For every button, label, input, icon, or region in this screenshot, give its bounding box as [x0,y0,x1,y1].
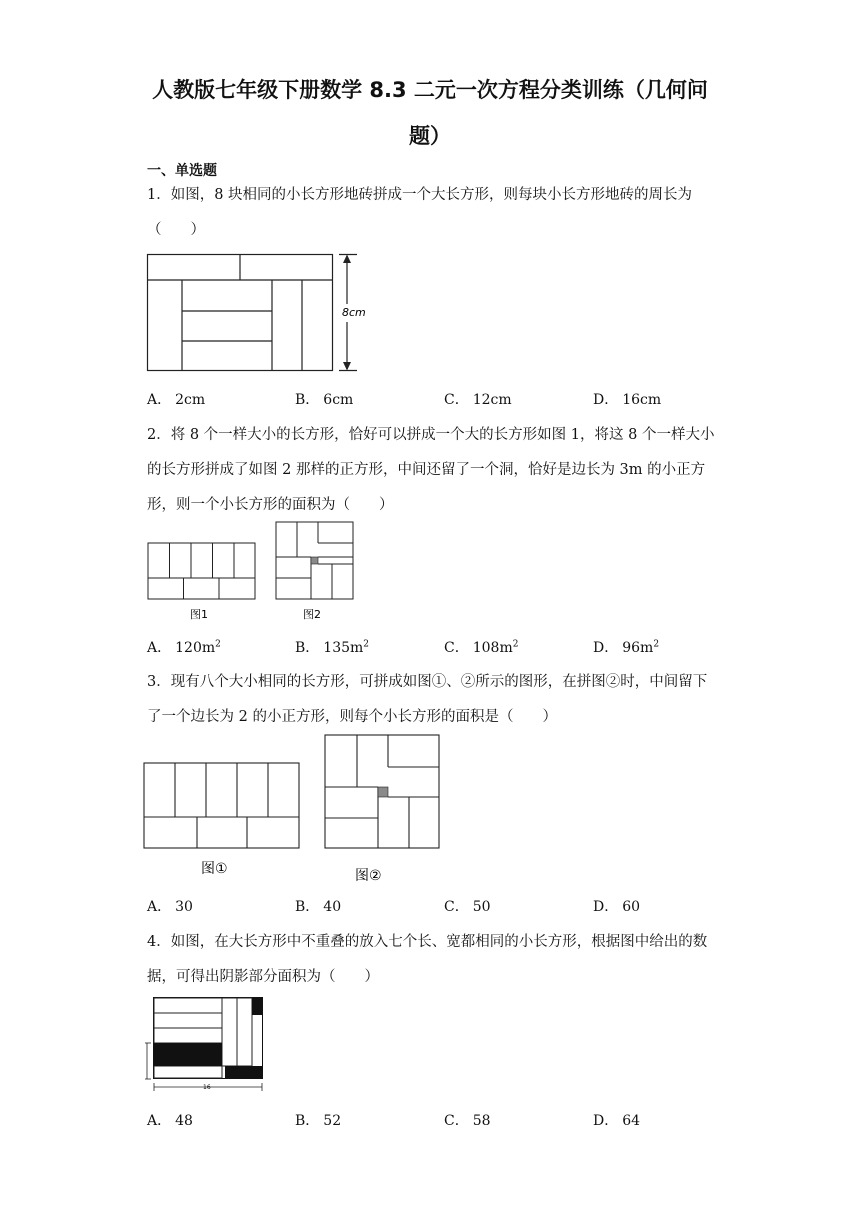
question-1-figure [147,252,377,374]
option-d[interactable]: D． 64 [593,1113,641,1129]
question-4-figure [145,995,265,1095]
question-3-options [147,896,747,918]
option-a[interactable]: A． $120m^2$ [147,639,221,656]
question-3-figures [143,733,443,885]
figure-height-label: 6 [148,1058,153,1066]
question-4-text: 4．如图，在大长方形中不重叠的放入七个长、宽都相同的小长方形，根据图中给出的数据，可得出阴影部分面积为（ ） [147,934,708,985]
question-3-text: 3．现有八个大小相同的长方形，可拼成如图①、②所示的图形，在拼图②时，中间留下了一个边长为 2 的小正方形，则每个小长方形的面积是（ ） [147,674,708,725]
option-b[interactable]: B． 52 [295,1113,342,1129]
option-b[interactable]: B． 40 [295,899,342,915]
option-d[interactable]: D． $96m^2$ [593,639,660,656]
option-a[interactable]: A． 48 [147,1113,193,1129]
question-4-options [147,1110,747,1132]
section-heading: 一、单选题 [147,163,217,179]
question-1-options [147,389,747,411]
option-d[interactable]: D． 16cm [593,392,662,408]
option-a[interactable]: A． 30 [147,899,193,915]
document-title-line2: 题） [409,124,451,148]
document-title-line1: 人教版七年级下册数学 8.3 二元一次方程分类训练（几何问 [152,78,708,102]
figure-1-height-label: 8cm [342,306,366,319]
option-a[interactable]: A． 2cm [147,392,206,408]
option-c[interactable]: C． 12cm [444,392,512,408]
figure-label-1: 图1 [190,608,208,621]
figure-label-2: 图2 [303,608,321,621]
question-2-options [147,637,747,659]
option-b[interactable]: B． 6cm [295,392,354,408]
option-d[interactable]: D． 60 [593,899,641,915]
option-b[interactable]: B． $135m^2$ [295,639,370,656]
figure-label-1: 图① [201,861,228,877]
figure-label-2: 图② [355,868,382,884]
option-c[interactable]: C． 58 [444,1113,491,1129]
option-c[interactable]: C． 50 [444,899,491,915]
question-1-text: 1．如图，8 块相同的小长方形地砖拼成一个大长方形，则每块小长方形地砖的周长为（ ） [147,187,693,238]
question-2-text: 2．将 8 个一样大小的长方形，恰好可以拼成一个大的长方形如图 1，将这 8 个一样大小的长方形拼成了如图 2 那样的正方形，中间还留了一个洞，恰好是边长为 3m 的小正方形，则一个小长方形的面积为（ ） [147,427,715,513]
option-c[interactable]: C． $108m^2$ [444,639,519,656]
figure-width-label: 16 [203,1084,211,1091]
question-2-figures [147,520,362,624]
